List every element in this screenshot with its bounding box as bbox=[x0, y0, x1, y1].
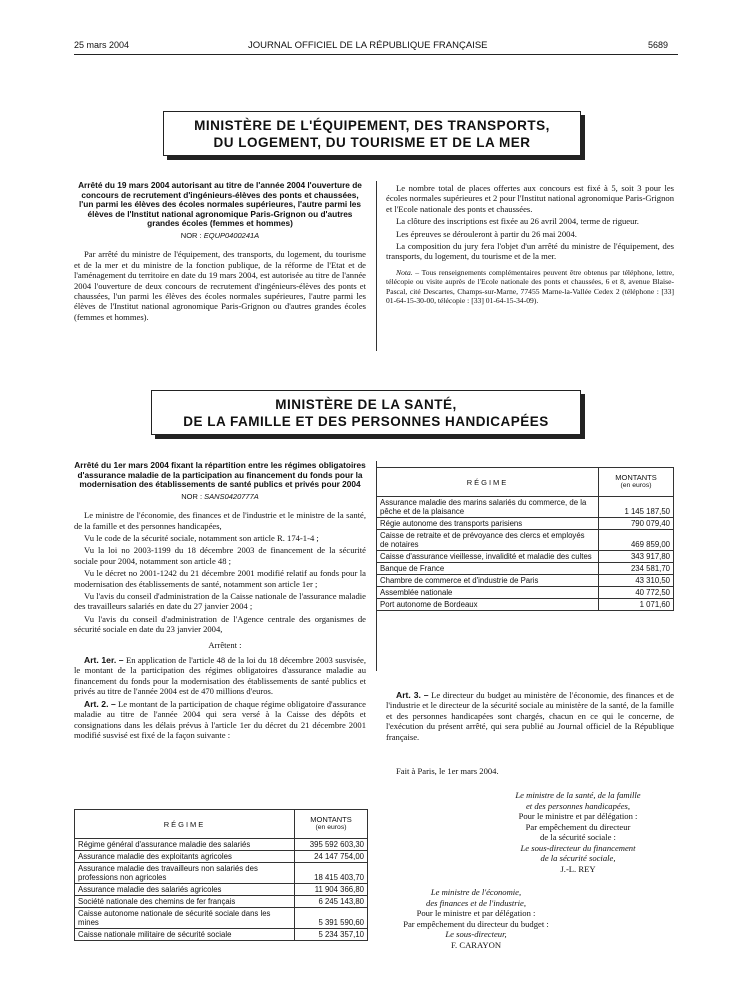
page-number: 5689 bbox=[648, 40, 669, 50]
montants-label: MONTANTS bbox=[615, 473, 657, 482]
table-row bbox=[377, 599, 674, 611]
decree-sante-left bbox=[74, 461, 366, 742]
visa-cnamts: Vu l'avis du conseil d'administration de la Caisse nationale de l'assurance maladie des travailleurs salariés en date du 27 janvier 2004 ; bbox=[74, 591, 366, 612]
signature-sante bbox=[480, 790, 676, 874]
regime-amount: 6 245 143,80 bbox=[295, 896, 368, 908]
header-rule bbox=[74, 54, 678, 55]
paragraph-epreuves: Les épreuves se dérouleront à partir du 26 mai 2004. bbox=[396, 228, 577, 239]
article-2-label: Art. 2. – bbox=[84, 698, 116, 709]
col-regime-header: RÉGIME bbox=[377, 468, 599, 497]
regime-label: Caisse de retraite et de prévoyance des clercs et employés de notaires bbox=[377, 530, 599, 551]
article-3-text: Le directeur du budget au ministère de l'économie, des finances et de l'industrie et le directeur de la sécurité sociale au ministère de la santé, de la famille et des personnes handicapées sont chargés, chacun en ce qui le concerne, de l'exécution du présent arrêté, qui sera publié au Journal officiel de la République française. bbox=[386, 690, 674, 742]
ministry-equipement-heading bbox=[163, 111, 581, 156]
regime-amount: 24 147 754,00 bbox=[295, 851, 368, 863]
decree-title: Arrêté du 19 mars 2004 autorisant au titre de l'année 2004 l'ouverture de concours de recrutement d'ingénieurs-élèves des ponts et chaussées, l'un parmi les élèves des écoles normales supérieures, l'autre parmi les élèves de l'Institut national agronomique Paris-Grignon ou d'autres grandes écoles (femmes et hommes) bbox=[78, 180, 362, 229]
col-regime-header: RÉGIME bbox=[75, 810, 295, 839]
nor-reference bbox=[74, 231, 366, 241]
sig-line: Pour le ministre et par délégation : bbox=[416, 908, 536, 918]
article-3-label: Art. 3. – bbox=[396, 690, 429, 700]
table-row bbox=[377, 587, 674, 599]
article-2 bbox=[74, 699, 366, 741]
article-3 bbox=[386, 690, 674, 742]
paragraph-cloture: La clôture des inscriptions est fixée au 26 avril 2004, terme de rigueur. bbox=[396, 216, 639, 227]
regime-amount: 469 859,00 bbox=[599, 530, 674, 551]
fait-text: Fait à Paris, le 1er mars 2004. bbox=[396, 766, 499, 776]
sig-line: Par empêchement du directeur bbox=[525, 821, 631, 832]
visa-loi: Vu la loi no 2003-1199 du 18 décembre 2003 de financement de la sécurité sociale pour 2004, notamment son article 48 ; bbox=[74, 545, 366, 566]
visa-code: Vu le code de la sécurité sociale, notamment son article R. 174-1-4 ; bbox=[84, 533, 319, 543]
decree-body: Par arrêté du ministre de l'équipement, des transports, du logement, du tourisme et de la mer et du ministre de la fonction publique, de la réforme de l'Etat et de l'aménagement du territoire en date du 19 mars 2004, est autorisée au titre de l'année 2004 l'ouverture de deux concours de recrutement d'ingénieurs-élèves des ponts et chaussées, l'un parmi les élèves des écoles normales supérieures, l'autre parmi les élèves de l'Institut national agronomique Paris-Grignon ou d'autres grandes écoles (femmes et hommes). bbox=[74, 249, 366, 322]
journal-title: JOURNAL OFFICIEL DE LA RÉPUBLIQUE FRANÇAISE bbox=[248, 40, 488, 51]
column-divider bbox=[376, 181, 377, 351]
signature-economie bbox=[376, 887, 576, 950]
article-3-block bbox=[386, 690, 674, 744]
ministry-line-2: DU LOGEMENT, DU TOURISME ET DE LA MER bbox=[213, 135, 531, 150]
article-1 bbox=[74, 655, 366, 697]
regime-table-2 bbox=[376, 467, 674, 611]
regime-label: Assemblée nationale bbox=[377, 587, 599, 599]
regime-label: Caisse autonome nationale de sécurité sociale dans les mines bbox=[75, 908, 295, 929]
col-montants-header bbox=[599, 468, 674, 497]
regime-amount: 40 772,50 bbox=[599, 587, 674, 599]
regime-amount: 395 592 603,30 bbox=[295, 839, 368, 851]
decree-equipement-left bbox=[74, 181, 366, 324]
table-row bbox=[377, 575, 674, 587]
regime-label: Régime général d'assurance maladie des salariés bbox=[75, 839, 295, 851]
regime-amount: 790 079,40 bbox=[599, 518, 674, 530]
regime-label: Caisse d'assurance vieillesse, invalidité et maladie des cultes bbox=[377, 551, 599, 563]
paragraph-places: Le nombre total de places offertes aux concours est fixé à 5, soit 3 pour les écoles normales supérieures et 2 pour l'Institut national agronomique Paris-Grignon et l'Ecole nationale des ponts et chaussées. bbox=[386, 183, 674, 214]
table-row bbox=[75, 908, 368, 929]
table-row bbox=[75, 884, 368, 896]
note bbox=[386, 268, 674, 306]
ministry-line-1: MINISTÈRE DE LA SANTÉ, bbox=[275, 397, 457, 412]
sig-line: de la sécurité sociale : bbox=[540, 832, 616, 842]
sig-line: Le ministre de l'économie, bbox=[430, 887, 522, 897]
regime-table-1 bbox=[74, 809, 368, 941]
unit-label: (en euros) bbox=[315, 824, 347, 831]
regime-label: Société nationale des chemins de fer français bbox=[75, 896, 295, 908]
sig-line: Pour le ministre et par délégation : bbox=[518, 811, 638, 821]
visa-decret: Vu le décret no 2001-1242 du 21 décembre 2001 modifié relatif au fonds pour la modernisation des établissements de santé, notamment son article 1er ; bbox=[74, 568, 366, 589]
sig-line: de la sécurité sociale, bbox=[540, 853, 616, 863]
regime-label: Régie autonome des transports parisiens bbox=[377, 518, 599, 530]
table-row bbox=[377, 530, 674, 551]
table-row bbox=[75, 839, 368, 851]
nor-code: EQUP0400241A bbox=[203, 230, 260, 240]
note-text: – Tous renseignements complémentaires peuvent être obtenus par téléphone, lettre, télécopie ou visite auprès de l'Ecole nationale des ponts et chaussées, 6 et 8, avenue Blaise-Pascal, cité Descartes, Champs-sur-Marne, 77455 Marne-la-Vallée Cedex 2 (téléphone : [33] 01-64-15-30-00, télécopie : [33] 01-64-15-34-09). bbox=[386, 267, 674, 306]
regime-amount: 1 145 187,50 bbox=[599, 497, 674, 518]
regime-amount: 5 234 357,10 bbox=[295, 929, 368, 941]
table-row bbox=[75, 863, 368, 884]
sig-line: Le sous-directeur du financement bbox=[520, 842, 636, 853]
sig-line: Le ministre de la santé, de la famille bbox=[515, 790, 641, 800]
regime-label: Assurance maladie des marins salariés du commerce, de la pêche et de la plaisance bbox=[377, 497, 599, 518]
sig-line: Le sous-directeur, bbox=[445, 929, 507, 939]
regime-label: Assurance maladie des exploitants agricoles bbox=[75, 851, 295, 863]
paragraph-jury: La composition du jury fera l'objet d'un arrêté du ministre de l'équipement, des transports, du logement, du tourisme et de la mer. bbox=[386, 241, 674, 262]
nor-label: NOR : bbox=[181, 491, 203, 501]
note-label: Nota. bbox=[396, 267, 413, 277]
ministry-line-2: DE LA FAMILLE ET DES PERSONNES HANDICAPÉES bbox=[183, 414, 549, 429]
signatory-name: F. CARAYON bbox=[450, 939, 502, 950]
montants-label: MONTANTS bbox=[310, 815, 352, 824]
sig-line: des finances et de l'industrie, bbox=[426, 897, 526, 908]
ministry-line-1: MINISTÈRE DE L'ÉQUIPEMENT, DES TRANSPORTS, bbox=[194, 118, 550, 133]
ministry-sante-heading bbox=[151, 390, 581, 435]
visa-ministres: Le ministre de l'économie, des finances et de l'industrie et le ministre de la santé, de la famille et des personnes handicapées, bbox=[74, 510, 366, 531]
regime-amount: 1 071,60 bbox=[599, 599, 674, 611]
table-row bbox=[75, 851, 368, 863]
signatory-name: J.-L. REY bbox=[560, 863, 596, 874]
article-1-label: Art. 1er. – bbox=[84, 655, 124, 666]
regime-label: Assurance maladie des travailleurs non salariés des professions non agricoles bbox=[75, 863, 295, 884]
unit-label: (en euros) bbox=[620, 482, 652, 489]
decree-equipement-right bbox=[386, 183, 674, 307]
header-date: 25 mars 2004 bbox=[74, 40, 130, 50]
regime-amount: 5 391 590,60 bbox=[295, 908, 368, 929]
col-montants-header bbox=[295, 810, 368, 839]
table-row bbox=[377, 518, 674, 530]
nor-label: NOR : bbox=[180, 230, 202, 240]
regime-label: Assurance maladie des salariés agricoles bbox=[75, 884, 295, 896]
table-row bbox=[377, 497, 674, 518]
table-row bbox=[75, 896, 368, 908]
regime-amount: 11 904 366,80 bbox=[295, 884, 368, 896]
regime-amount: 234 581,70 bbox=[599, 563, 674, 575]
nor-code: SANS0420777A bbox=[204, 491, 259, 501]
table-row bbox=[377, 551, 674, 563]
regime-label: Caisse nationale militaire de sécurité sociale bbox=[75, 929, 295, 941]
sig-line: et des personnes handicapées, bbox=[525, 800, 631, 811]
table-row bbox=[377, 563, 674, 575]
sig-line: Par empêchement du directeur du budget : bbox=[403, 918, 549, 929]
regime-amount: 43 310,50 bbox=[599, 575, 674, 587]
nor-reference bbox=[74, 492, 366, 502]
article-1-text: En application de l'article 48 de la loi du 18 décembre 2003 susvisée, le montant de la participation des régimes obligatoires d'assurance maladie au financement du fonds pour la modernisation des établissements de santé publics et privés au titre de l'année 2004 est de 470 millions d'euros. bbox=[74, 655, 367, 697]
regime-amount: 18 415 403,70 bbox=[295, 863, 368, 884]
regime-label: Chambre de commerce et d'industrie de Paris bbox=[377, 575, 599, 587]
table-row bbox=[75, 929, 368, 941]
regime-label: Banque de France bbox=[377, 563, 599, 575]
regime-amount: 343 917,80 bbox=[599, 551, 674, 563]
fait-a-paris bbox=[396, 766, 666, 776]
arretent: Arrêtent : bbox=[208, 639, 242, 650]
visa-acoss: Vu l'avis du conseil d'administration de l'Agence centrale des organismes de sécurité sociale en date du 23 janvier 2004, bbox=[74, 613, 366, 635]
decree-title: Arrêté du 1er mars 2004 fixant la répartition entre les régimes obligatoires d'assurance maladie de la participation au financement du fonds pour la modernisation des établissements de santé publics et privés pour 2004 bbox=[74, 460, 366, 490]
regime-label: Port autonome de Bordeaux bbox=[377, 599, 599, 611]
article-2-text: Le montant de la participation de chaque régime obligatoire d'assurance maladie au titre de l'année 2004 qui sera versé à la Caisse des dépôts et consignations dans les délais prévus à l'article 1er du décret du 21 décembre 2001 modifié susvisé est fixé de la façon suivante : bbox=[74, 698, 366, 740]
